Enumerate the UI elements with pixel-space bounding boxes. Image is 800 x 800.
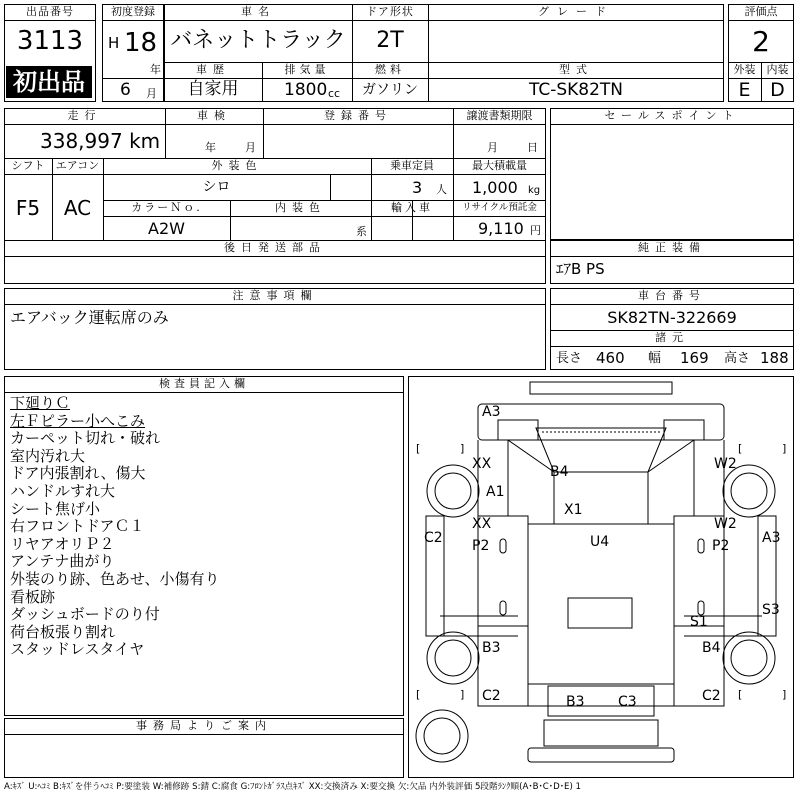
reg-year: 18 bbox=[124, 28, 158, 58]
mark-w2-right2: W2 bbox=[714, 516, 737, 532]
inspection-month-unit: 月 bbox=[245, 141, 256, 154]
color-no-value: A2W bbox=[148, 219, 185, 238]
transfer-label: 譲渡書類期限 bbox=[466, 109, 533, 122]
note-line: カーペット切れ・破れ bbox=[10, 429, 161, 448]
max-load-unit: kg bbox=[528, 185, 541, 196]
reg-month: 6 bbox=[120, 80, 131, 100]
mark-b4-right: B4 bbox=[702, 640, 721, 656]
ac-value: AC bbox=[63, 196, 92, 220]
displacement-label: 排気量 bbox=[284, 63, 330, 76]
parts-label: 後日発送部品 bbox=[224, 241, 326, 254]
sales-points-box bbox=[550, 108, 794, 240]
transfer-month-unit: 月 bbox=[487, 141, 498, 154]
note-line: ハンドルすれ大 bbox=[10, 481, 116, 500]
reg-no-label: 登録番号 bbox=[324, 109, 392, 122]
era: H bbox=[108, 34, 120, 52]
mark-c2-left2: C2 bbox=[482, 688, 501, 704]
transfer-day-unit: 日 bbox=[527, 141, 538, 154]
fuel-value: ガソリン bbox=[362, 82, 418, 98]
equipment-value: ｴｱB PS bbox=[556, 260, 605, 278]
displacement-value: 1800 bbox=[284, 80, 328, 100]
length-label: 長さ bbox=[556, 351, 583, 366]
max-load-value: 1,000 bbox=[472, 178, 518, 197]
inspection-label: 車検 bbox=[197, 109, 231, 122]
door-type: 2T bbox=[376, 28, 404, 53]
mark-b3-left: B3 bbox=[482, 640, 501, 656]
lot-number: 3113 bbox=[16, 26, 84, 56]
mark-a1-left: A1 bbox=[486, 484, 505, 500]
score-label: 評価点 bbox=[744, 5, 778, 18]
import-label: 輸入車 bbox=[391, 201, 433, 214]
dims-label: 諸元 bbox=[655, 331, 689, 344]
note-line: 室内汚れ大 bbox=[10, 446, 86, 465]
reg-year-unit: 年 bbox=[150, 63, 161, 76]
int-color-label: 内装色 bbox=[275, 201, 326, 214]
car-name-label: 車名 bbox=[241, 5, 275, 18]
note-line: 下廻りＣ bbox=[10, 394, 71, 412]
note-line: リヤアオリＰ２ bbox=[10, 534, 115, 553]
capacity-value: 3 bbox=[412, 178, 423, 197]
inspection-year-unit: 年 bbox=[205, 141, 216, 154]
capacity-label: 乗車定員 bbox=[390, 159, 434, 172]
mark-s3-right: S3 bbox=[762, 602, 780, 618]
ac-label: エアコン bbox=[55, 159, 100, 172]
int-color-unit: 系 bbox=[356, 225, 367, 238]
svg-text:]: ] bbox=[460, 442, 465, 455]
note-line: アンテナ曲がり bbox=[10, 552, 115, 571]
capacity-unit: 人 bbox=[436, 183, 447, 196]
mark-xx-left2: XX bbox=[472, 516, 492, 532]
note-line: 看板跡 bbox=[10, 587, 56, 606]
equipment-label: 純正装備 bbox=[638, 241, 706, 254]
displacement-unit: cc bbox=[328, 87, 341, 100]
history-value: 自家用 bbox=[187, 79, 239, 99]
footer-legend: A:ｷｽﾞ U:ﾍｺﾐ B:ｷｽﾞを伴うﾍｺﾐ P:要塗装 W:補修跡 S:錆 C:腐食 G:ﾌﾛﾝﾄｶﾞﾗｽ点ｷｽﾞ XX:交換済み X:要交換 欠:欠品 内外装評価 5段階ﾗﾝｸ順(A･B･C･D･E) 1 bbox=[4, 782, 582, 792]
recycle-value: 9,110 bbox=[478, 219, 524, 238]
note-line: シート焦げ小 bbox=[10, 499, 101, 518]
first-registration-label: 初度登録 bbox=[111, 5, 155, 18]
width-label: 幅 bbox=[648, 351, 662, 366]
inspector-notes-list bbox=[10, 395, 220, 659]
height-label: 高さ bbox=[724, 351, 751, 366]
grade-label: グレード bbox=[538, 5, 614, 18]
ext-color-value: シロ bbox=[202, 179, 231, 195]
interior-label: 内装 bbox=[766, 63, 789, 76]
mileage-value: 338,997 km bbox=[40, 129, 161, 153]
mark-a3-right: A3 bbox=[762, 530, 781, 546]
svg-text:[: [ bbox=[738, 442, 743, 455]
note-line: ダッシュボードのり付 bbox=[10, 605, 160, 624]
office-label: 事務局よりご案内 bbox=[136, 719, 272, 732]
recycle-label: リサイクル預託金 bbox=[462, 202, 537, 213]
door-label: ドア形状 bbox=[366, 5, 414, 18]
recycle-unit: 円 bbox=[530, 224, 541, 237]
mark-b4-center: B4 bbox=[550, 464, 569, 480]
model-label: 型式 bbox=[559, 63, 593, 76]
shift-label: シフト bbox=[11, 159, 45, 172]
mark-s1-center: S1 bbox=[690, 614, 708, 630]
svg-text:]: ] bbox=[460, 688, 465, 701]
color-no-label: カラーＮｏ. bbox=[131, 201, 202, 214]
sales-points-label: セールスポイント bbox=[604, 109, 740, 122]
first-listing-badge: 初出品 bbox=[6, 66, 92, 98]
svg-text:]: ] bbox=[782, 688, 787, 701]
mark-c3-bottom: C3 bbox=[618, 694, 637, 710]
exterior-grade: E bbox=[738, 79, 751, 101]
inspector-label: 検査員記入欄 bbox=[159, 377, 249, 390]
caution-value: エアバック運転席のみ bbox=[10, 308, 169, 327]
height-value: 188 bbox=[760, 349, 789, 367]
mark-b3-bottom: B3 bbox=[566, 694, 585, 710]
svg-text:[: [ bbox=[416, 688, 421, 701]
vehicle-damage-diagram bbox=[408, 376, 794, 778]
width-value: 169 bbox=[680, 349, 709, 367]
note-line: 左Ｆピラー小へこみ bbox=[10, 411, 146, 430]
svg-text:[: [ bbox=[738, 688, 743, 701]
mark-a3-top: A3 bbox=[482, 404, 501, 420]
mark-c2-left: C2 bbox=[424, 530, 443, 546]
chassis-value: SK82TN-322669 bbox=[607, 308, 737, 327]
max-load-label: 最大積載量 bbox=[472, 159, 527, 172]
exterior-label: 外装 bbox=[733, 63, 756, 76]
svg-text:]: ] bbox=[782, 442, 787, 455]
history-label: 車歴 bbox=[196, 63, 230, 76]
note-line: スタッドレスタイヤ bbox=[10, 640, 145, 659]
car-name: バネットトラック bbox=[170, 28, 346, 53]
mark-c2-right2: C2 bbox=[702, 688, 721, 704]
svg-text:[: [ bbox=[416, 442, 421, 455]
caution-label: 注意事項欄 bbox=[232, 289, 318, 302]
reg-month-unit: 月 bbox=[146, 87, 157, 100]
note-line: 外装のり跡、色あせ、小傷有り bbox=[10, 569, 220, 588]
mileage-label: 走行 bbox=[67, 109, 102, 122]
mark-p2-left: P2 bbox=[472, 538, 490, 554]
mark-p2-right: P2 bbox=[712, 538, 730, 554]
chassis-label: 車台番号 bbox=[638, 289, 706, 302]
score-value: 2 bbox=[752, 25, 770, 58]
note-line: 荷台板張り割れ bbox=[10, 622, 116, 641]
lot-number-label: 出品番号 bbox=[26, 5, 74, 18]
fuel-label: 燃料 bbox=[375, 63, 405, 76]
mark-x1-center: X1 bbox=[564, 502, 583, 518]
note-line: 右フロントドアＣ１ bbox=[10, 517, 145, 536]
length-value: 460 bbox=[596, 349, 625, 367]
note-line: ドア内張割れ、傷大 bbox=[10, 464, 146, 483]
mark-u4-center: U4 bbox=[590, 534, 610, 550]
model-value: TC-SK82TN bbox=[528, 80, 624, 100]
mark-w2-right: W2 bbox=[714, 456, 737, 472]
mark-xx-left: XX bbox=[472, 456, 492, 472]
ext-color-label: 外装色 bbox=[211, 159, 263, 172]
shift-value: F5 bbox=[15, 196, 41, 220]
interior-grade: D bbox=[770, 79, 785, 101]
